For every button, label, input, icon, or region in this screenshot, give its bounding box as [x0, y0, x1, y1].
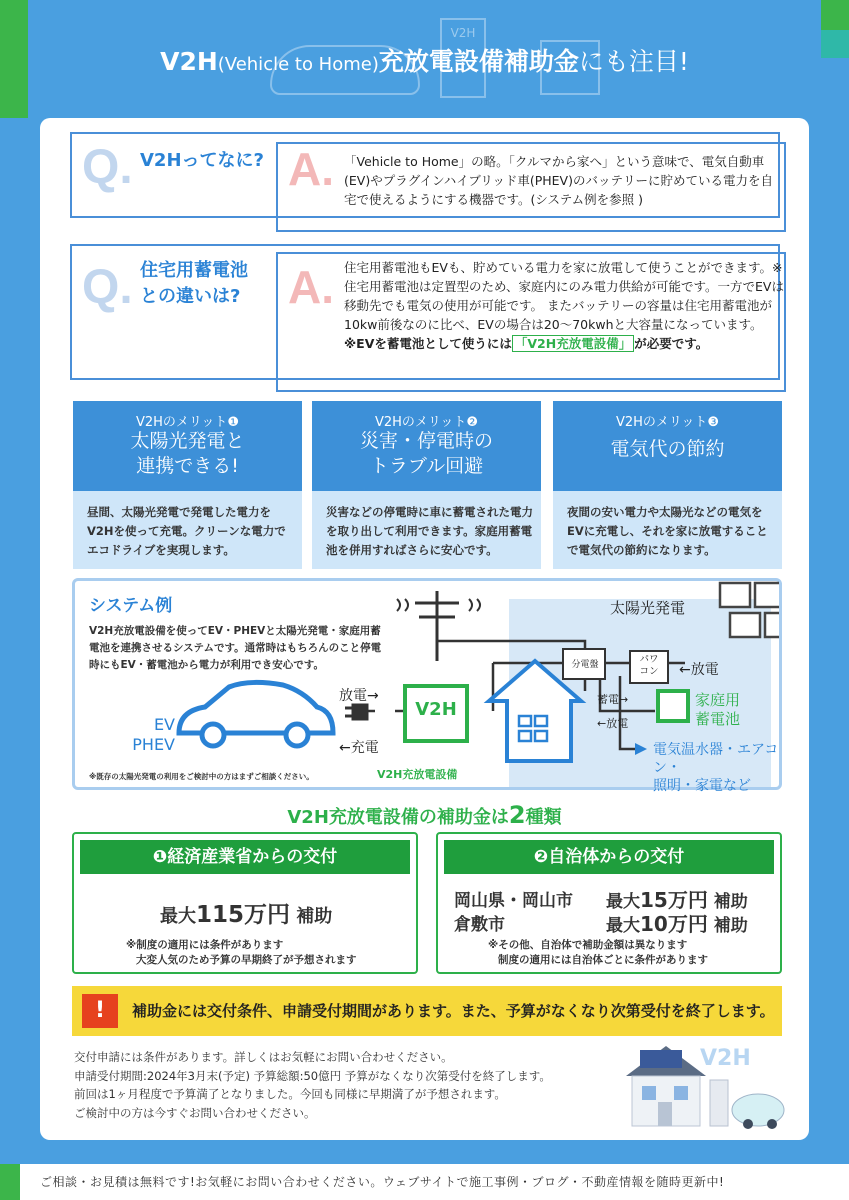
subsidy-note: ※制度の適用には条件があります 大変人気のため予算の早期終了が予想されます — [126, 939, 357, 966]
v2h-equipment-highlight: 「V2H充放電設備」 — [512, 335, 634, 352]
v2h-tower-decoration: V2H — [440, 18, 486, 98]
discharge-right-label: ←放電 — [679, 662, 719, 678]
merit-body: 災害などの停電時に車に蓄電された電力を取り出して利用できます。家庭用蓄電池を併用すればさらに安心です。 — [312, 491, 541, 569]
question-text: V2Hってなに? — [140, 150, 264, 171]
merit-label: V2Hのメリット❸ — [615, 415, 720, 430]
illustration-label: V2H — [700, 1046, 751, 1071]
distribution-panel-label: 分電盤 — [571, 660, 599, 670]
system-example — [72, 578, 782, 794]
exclamation-icon: ! — [82, 994, 118, 1028]
subsidy-area-kurashiki: 倉敷市 — [454, 915, 505, 935]
solar-panel-icon — [720, 583, 779, 637]
car-icon — [179, 682, 333, 746]
merit-heading: 災害・停電時の トラブル回避 — [359, 430, 493, 477]
appliance-arrow-icon — [635, 743, 647, 755]
merit-body: 昼間、太陽光発電で発電した電力をV2Hを使って充電。クリーンな電力でエコドライブを実現します。 — [73, 491, 302, 569]
merit-heading: 電気代の節約 — [610, 438, 725, 460]
merit-label: V2Hのメリット❷ — [374, 415, 479, 430]
warning-text: 補助金には交付条件、申請受付期間があります。また、予算がなくなり次第受付を終了します。 — [132, 1002, 775, 1020]
subsidy-box-municipal — [436, 832, 782, 974]
subsidy-amount: 最大115万円 補助 — [160, 902, 333, 928]
question-text: 住宅用蓄電池 との違いは? — [140, 260, 248, 307]
merit-label: V2Hのメリット❶ — [135, 415, 240, 430]
subsidy-amount-kurashiki: 最大10万円 補助 — [606, 912, 748, 936]
merit-card-3 — [553, 401, 782, 569]
subsidy-heading: ❶経済産業省からの交付 — [80, 840, 410, 874]
merit-body: 夜間の安い電力や太陽光などの電気をEVに充電し、それを家に放電することで電気代の節約になります。 — [553, 491, 782, 569]
content-card — [40, 118, 809, 1140]
a-mark: A. — [288, 261, 334, 313]
v2h-caption: V2H充放電設備 — [377, 768, 458, 781]
charge-label: ←充電 — [339, 740, 379, 756]
footer-accent — [0, 1164, 20, 1200]
q-mark: Q. — [82, 261, 133, 314]
warning-banner — [72, 986, 782, 1036]
subsidy-title: V2H充放電設備の補助金は2種類 — [287, 801, 562, 829]
appliances-label: 電気温水器・エアコン・ 照明・家電など — [653, 742, 779, 794]
answer-text: 住宅用蓄電池もEVも、貯めている電力を家に放電して使うことができます。※住宅用蓄電池は定置型のため、家庭内にのみ電力供給が可能です。一方でEVは移動先でも電気の使用が可能です。 またバッテリーの容量は住宅用蓄電池が10kw前後なのに比べ、EVの場合は20〜70kwhと大容量になっています。 ※EVを蓄電池として使うには 「V2H充放電設備」 が必要です。 — [344, 260, 784, 351]
system-description: V2H充放電設備を使ってEV・PHEVと太陽光発電・家庭用蓄電池を連携させるシステムです。通常時はもちろんのこと停電時にもEV・蓄電池から電力が利用でき安心です。 — [89, 625, 382, 671]
merit-card-1 — [73, 401, 302, 569]
a-mark: A. — [288, 143, 334, 195]
subsidy-amount-okayama: 最大15万円 補助 — [606, 888, 748, 912]
merit-heading: 太陽光発電と 連携できる! — [130, 430, 245, 477]
subsidy-note: ※その他、自治体で補助金額は異なります 制度の適用には自治体ごとに条件があります — [488, 939, 708, 966]
solar-label: 太陽光発電 — [610, 599, 686, 617]
utility-pole-icon — [397, 591, 480, 661]
ev-label: EV — [153, 715, 175, 734]
subsidy-heading: ❷自治体からの交付 — [444, 840, 774, 874]
page-title: V2H(Vehicle to Home)充放電設備補助金にも注目! — [160, 47, 689, 76]
storage-battery-icon — [658, 691, 688, 721]
system-title: システム例 — [89, 596, 173, 616]
application-info: 交付申請には条件があります。詳しくはお気軽にお問い合わせください。 申請受付期間:2024年3月末(予定) 予算総額:50億円 予算がなくなり次第受付を終了します。 前回は1ヶ月程度で予算満了となりました。今回も同様に早期満了が予想されます。 ご検討中の方は今すぐお問い合わせください。 — [74, 1050, 551, 1120]
discharge-label: 放電→ — [339, 688, 379, 704]
pcs-label: パワ コン — [639, 654, 659, 677]
phev-label: PHEV — [132, 735, 175, 754]
q-mark: Q. — [82, 141, 133, 194]
answer-text: 「Vehicle to Home」の略。「クルマから家へ」という意味で、電気自動車(EV)やプラグインハイブリッド車(PHEV)のバッテリーに貯めている電力を自宅で使えるようにする機器です。(システム例を参照 ) — [344, 154, 773, 207]
home-battery-label: 家庭用 蓄電池 — [695, 691, 741, 728]
qa-v2h-definition — [70, 132, 780, 218]
subsidy-area-okayama: 岡山県・岡山市 — [454, 891, 573, 911]
merit-card-2 — [312, 401, 541, 569]
footer-text: ご相談・お見積は無料です!お気軽にお問い合わせください。ウェブサイトで施工事例・ブログ・不動産情報を随時更新中! — [40, 1175, 725, 1189]
storage-discharge-label: ←放電 — [597, 717, 629, 730]
plug-icon — [345, 705, 367, 719]
subsidy-box-national — [72, 832, 418, 974]
v2h-unit-label: V2H — [415, 699, 457, 720]
storage-charge-label: 蓄電→ — [597, 693, 629, 706]
system-note: ※既存の太陽光発電の利用をご検討中の方はまずご相談ください。 — [89, 772, 314, 781]
qa-battery-difference — [70, 244, 784, 380]
footer-bar — [0, 1164, 849, 1200]
